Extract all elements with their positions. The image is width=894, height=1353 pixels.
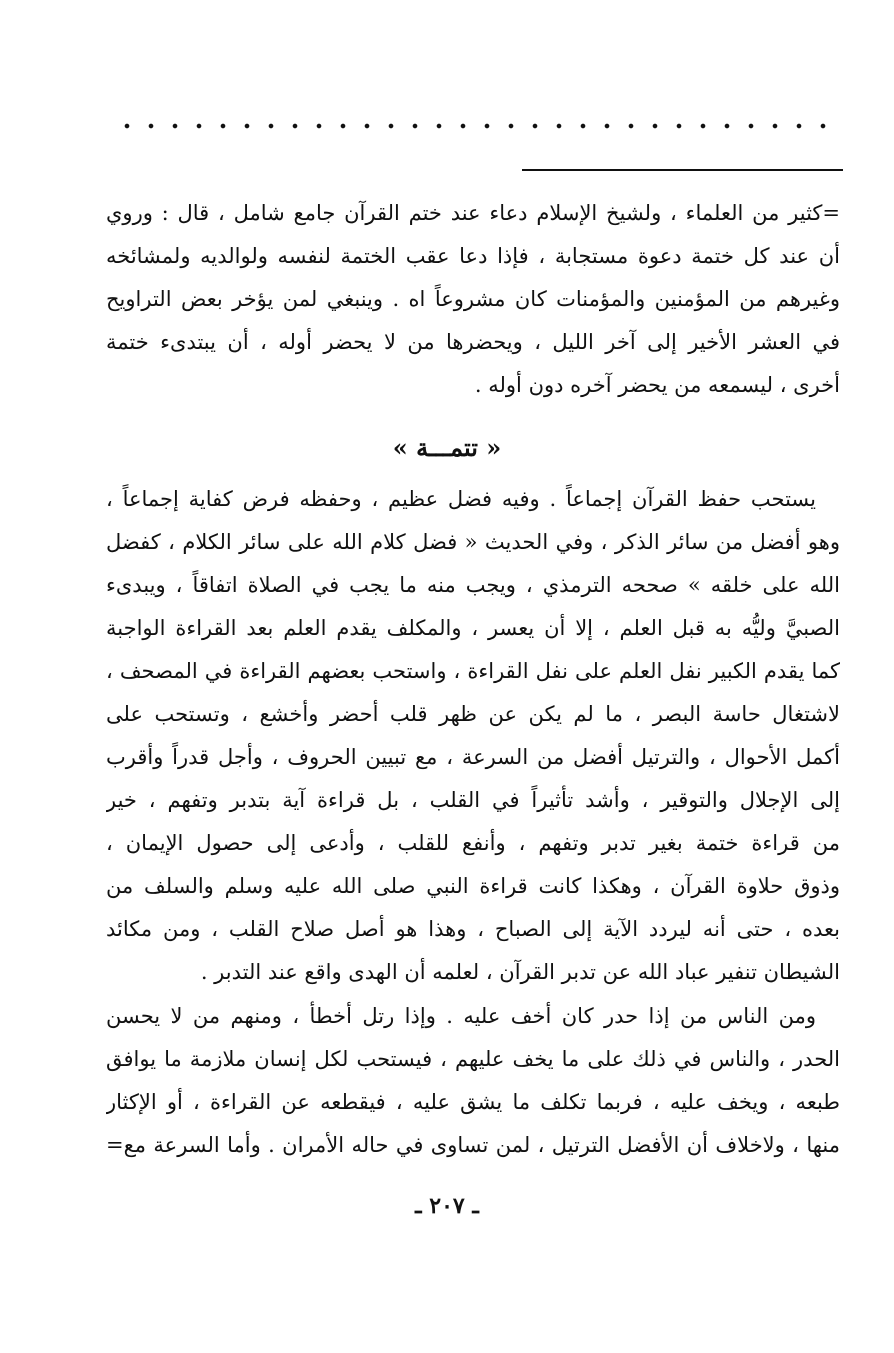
paragraph-line: الصبيَّ وليُّه به قبل العلم ، إلا أن يعسر ، والمكلف يقدم العلم بعد القراءة الواجبة: [106, 616, 840, 640]
paragraph-line: بعده ، حتى أنه ليردد الآية إلى الصباح ، وهذا هو أصل صلاح القلب ، ومن مكائد: [106, 917, 840, 941]
footnote-rule: [522, 169, 843, 171]
dotted-separator: [115, 112, 835, 140]
paragraph-line: طبعه ، ويخف عليه ، فربما تكلف ما يشق عليه ، فيقطعه عن القراءة ، أو الإكثار: [106, 1090, 840, 1114]
paragraph-line: إلى الإجلال والتوقير ، وأشد تأثيراً في القلب ، بل قراءة آية بتدبر وتفهم ، خير: [106, 788, 840, 812]
footnote-line: =كثير من العلماء ، ولشيخ الإسلام دعاء عند ختم القرآن جامع شامل ، قال : وروي: [106, 201, 840, 225]
footnote-line: في العشر الأخير إلى آخر الليل ، ويحضرها من لا يحضر أوله ، أن يبتدىء ختمة: [106, 330, 840, 354]
paragraph-line: الحدر ، والناس في ذلك على ما يخف عليهم ، فيستحب لكل إنسان ملازمة ما يوافق: [106, 1047, 840, 1071]
paragraph-line: ومن الناس من إذا حدر كان أخف عليه . وإذا رتل أخطأ ، ومنهم من لا يحسن: [106, 1004, 816, 1028]
paragraph-line: منها ، ولاخلاف أن الأفضل الترتيل ، لمن تساوى في حاله الأمران . وأما السرعة مع=: [106, 1133, 840, 1157]
paragraph-line: وذوق حلاوة القرآن ، وهكذا كانت قراءة النبي صلى الله عليه وسلم والسلف من: [106, 874, 840, 898]
paragraph-line: من قراءة ختمة بغير تدبر وتفهم ، وأنفع للقلب ، وأدعى إلى حصول الإيمان ،: [106, 831, 840, 855]
paragraph-line: كما يقدم الكبير نفل العلم على نفل القراءة ، واستحب بعضهم القراءة في المصحف ،: [106, 659, 840, 683]
section-heading: « تتمـــة »: [392, 433, 502, 462]
paragraph-line: وهو أفضل من سائر الذكر ، وفي الحديث « فضل كلام الله على سائر الكلام ، كفضل: [106, 530, 840, 554]
main-paragraph: [106, 478, 840, 994]
paragraph-line: لاشتغال حاسة البصر ، ما لم يكن عن ظهر قلب أحضر وأخشع ، وتستحب على: [106, 702, 840, 726]
footnote-line: أخرى ، ليسمعه من يحضر آخره دون أوله .: [474, 373, 840, 397]
footnote-line: أن عند كل ختمة دعوة مستجابة ، فإذا دعا عقب الختمة لنفسه ولوالديه ولمشائخه: [106, 244, 840, 268]
page-number: ـ ٢٠٧ ـ: [415, 1193, 479, 1219]
paragraph-line: يستحب حفظ القرآن إجماعاً . وفيه فضل عظيم ، وحفظه فرض كفاية إجماعاً ،: [106, 487, 816, 511]
second-paragraph: [106, 995, 840, 1167]
paragraph-line: أكمل الأحوال ، والترتيل أفضل من السرعة ، مع تبيين الحروف ، وأجل قدراً وأقرب: [106, 745, 840, 769]
paragraph-line: الله على خلقه » صححه الترمذي ، ويجب منه ما يجب في الصلاة اتفاقاً ، ويبدىء: [106, 573, 840, 597]
paragraph-line: الشيطان تنفير عباد الله عن تدبر القرآن ، لعلمه أن الهدى واقع عند التدبر .: [200, 960, 840, 984]
footnote-line: وغيرهم من المؤمنين والمؤمنات كان مشروعاً اه . وينبغي لمن يؤخر بعض التراويح: [106, 287, 840, 311]
footnote-continuation: [106, 192, 840, 407]
